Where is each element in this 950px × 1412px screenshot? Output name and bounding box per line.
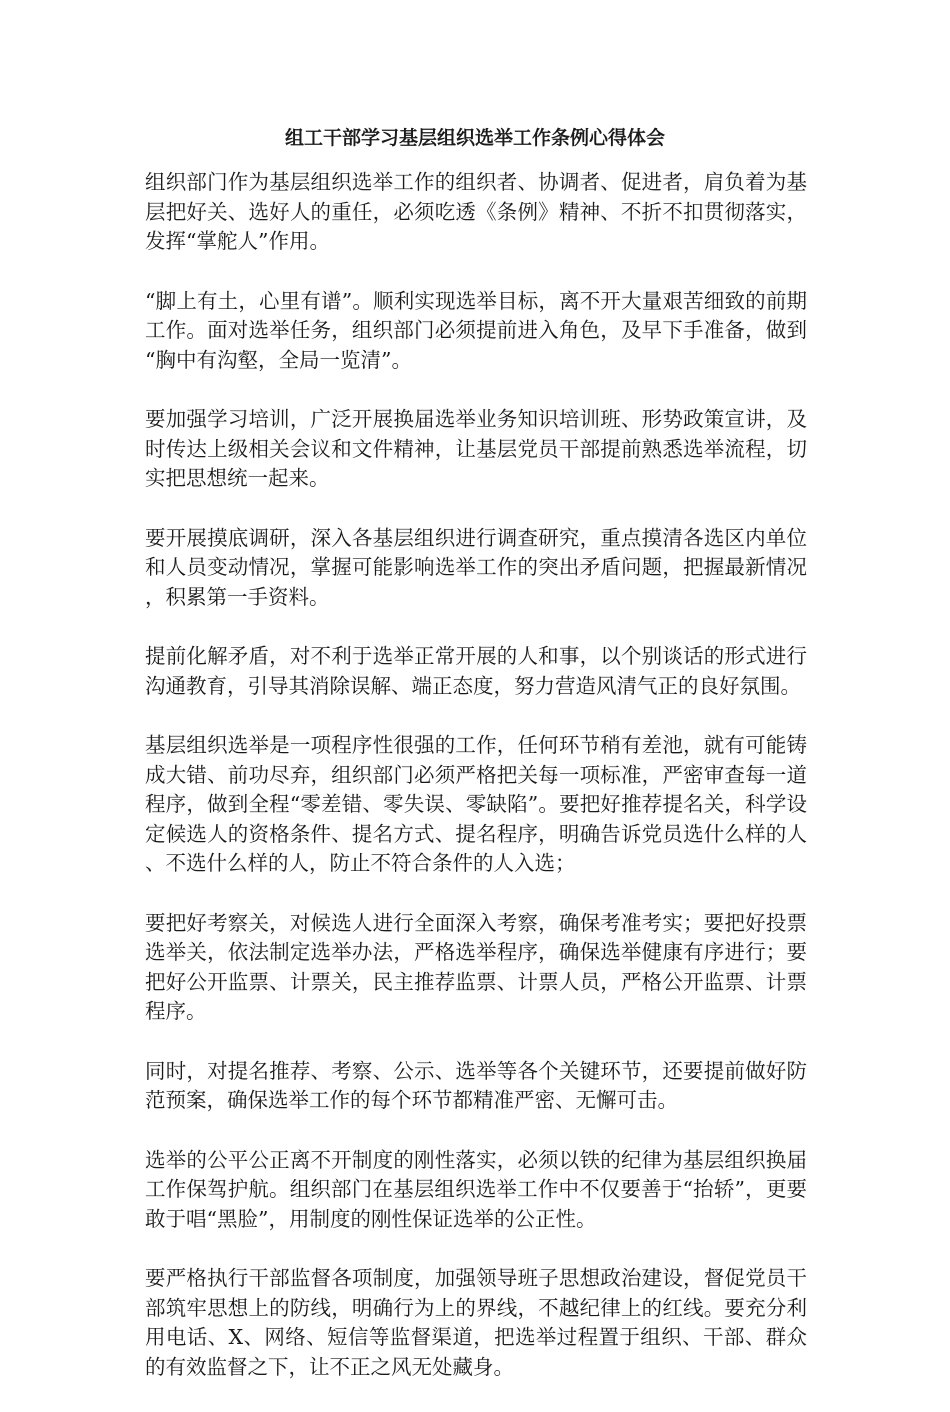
paragraph: 选举的公平公正离不开制度的刚性落实，必须以铁的纪律为基层组织换届工作保驾护航。组织部门在基层组织选举工作中不仅要善于“抬轿”，更要敢于唱“黑脸”，用制度的刚性保证选举的公正性。 bbox=[145, 1147, 807, 1231]
document-body bbox=[145, 168, 807, 1412]
document-title: 组工干部学习基层组织选举工作条例心得体会 bbox=[284, 127, 665, 149]
paragraph: 提前化解矛盾，对不利于选举正常开展的人和事，以个别谈话的形式进行沟通教育，引导其消除误解、端正态度，努力营造风清气正的良好氛围。 bbox=[145, 644, 807, 698]
paragraph: 要开展摸底调研，深入各基层组织进行调查研究，重点摸清各选区内单位和人员变动情况，掌握可能影响选举工作的突出矛盾问题，把握最新情况，积累第一手资料。 bbox=[145, 525, 807, 609]
paragraph: 要严格执行干部监督各项制度，加强领导班子思想政治建设，督促党员干部筑牢思想上的防线，明确行为上的界线，不越纪律上的红线。要充分利用电话、X、网络、短信等监督渠道，把选举过程置于组织、干部、群众的有效监督之下，让不正之风无处藏身。 bbox=[145, 1266, 807, 1379]
paragraph: 要加强学习培训，广泛开展换届选举业务知识培训班、形势政策宣讲，及时传达上级相关会议和文件精神，让基层党员干部提前熟悉选举流程，切实把思想统一起来。 bbox=[145, 407, 807, 490]
paragraph: 同时，对提名推荐、考察、公示、选举等各个关键环节，还要提前做好防范预案，确保选举工作的每个环节都精准严密、无懈可击。 bbox=[145, 1058, 807, 1112]
paragraph: 基层组织选举是一项程序性很强的工作，任何环节稍有差池，就有可能铸成大错、前功尽弃，组织部门必须严格把关每一项标准，严密审查每一道程序，做到全程“零差错、零失误、零缺陷”。要把好推荐提名关，科学设定候选人的资格条件、提名方式、提名程序，明确告诉党员选什么样的人、不选什么样的人，防止不符合条件的人入选； bbox=[145, 733, 807, 875]
paragraph: “脚上有土，心里有谱”。顺利实现选举目标，离不开大量艰苦细致的前期工作。面对选举任务，组织部门必须提前进入角色，及早下手准备，做到“胸中有沟壑，全局一览清”。 bbox=[145, 288, 807, 372]
paragraph: 组织部门作为基层组织选举工作的组织者、协调者、促进者，肩负着为基层把好关、选好人的重任，必须吃透《条例》精神、不折不扣贯彻落实，发挥“掌舵人”作用。 bbox=[145, 170, 807, 253]
paragraph: 要把好考察关，对候选人进行全面深入考察，确保考准考实；要把好投票选举关，依法制定选举办法，严格选举程序，确保选举健康有序进行；要把好公开监票、计票关，民主推荐监票、计票人员，严格公开监票、计票程序。 bbox=[145, 910, 807, 1023]
